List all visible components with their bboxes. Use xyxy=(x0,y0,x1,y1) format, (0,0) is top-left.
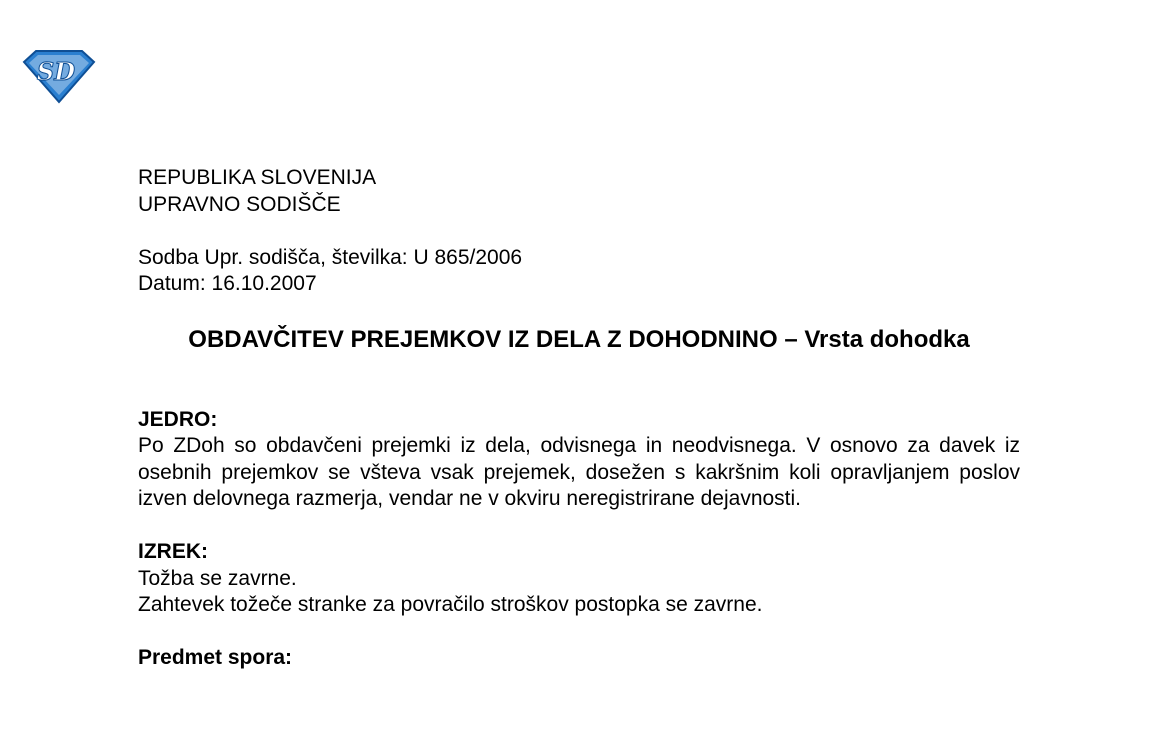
svg-text:SD: SD xyxy=(36,57,76,86)
court-header xyxy=(138,165,1020,218)
court-name: UPRAVNO SODIŠČE xyxy=(138,192,341,216)
izrek-label: IZREK: xyxy=(138,540,208,563)
predmet-label: Predmet spora: xyxy=(138,646,293,669)
jedro-section xyxy=(138,407,1020,513)
case-number: Sodba Upr. sodišča, številka: U 865/2006 xyxy=(138,245,523,269)
country-name: REPUBLIKA SLOVENIJA xyxy=(138,166,377,189)
izrek-line-1: Tožba se zavrne. xyxy=(138,566,297,590)
jedro-text: Po ZDoh so obdavčeni prejemki iz dela, odvisnega in neodvisnega. V osnovo za davek iz osebnih prejemkov se všteva vsak prejemek, dosežen s kakršnim koli opravljanjem poslov izven delovnega razmerja, vendar ne v okviru neregistrirane dejavnosti. xyxy=(138,434,1020,510)
izrek-line-2: Zahtevek tožeče stranke za povračilo stroškov postopka se zavrne. xyxy=(138,593,763,616)
document-body xyxy=(138,165,1020,672)
predmet-section xyxy=(138,645,1020,672)
document-title: OBDAVČITEV PREJEMKOV IZ DELA Z DOHODNINO – Vrsta dohodka xyxy=(188,325,970,353)
case-meta xyxy=(138,245,1020,298)
jedro-label: JEDRO: xyxy=(138,407,218,431)
izrek-section xyxy=(138,539,1020,619)
sd-logo-icon xyxy=(22,48,96,104)
case-date: Datum: 16.10.2007 xyxy=(138,272,317,295)
